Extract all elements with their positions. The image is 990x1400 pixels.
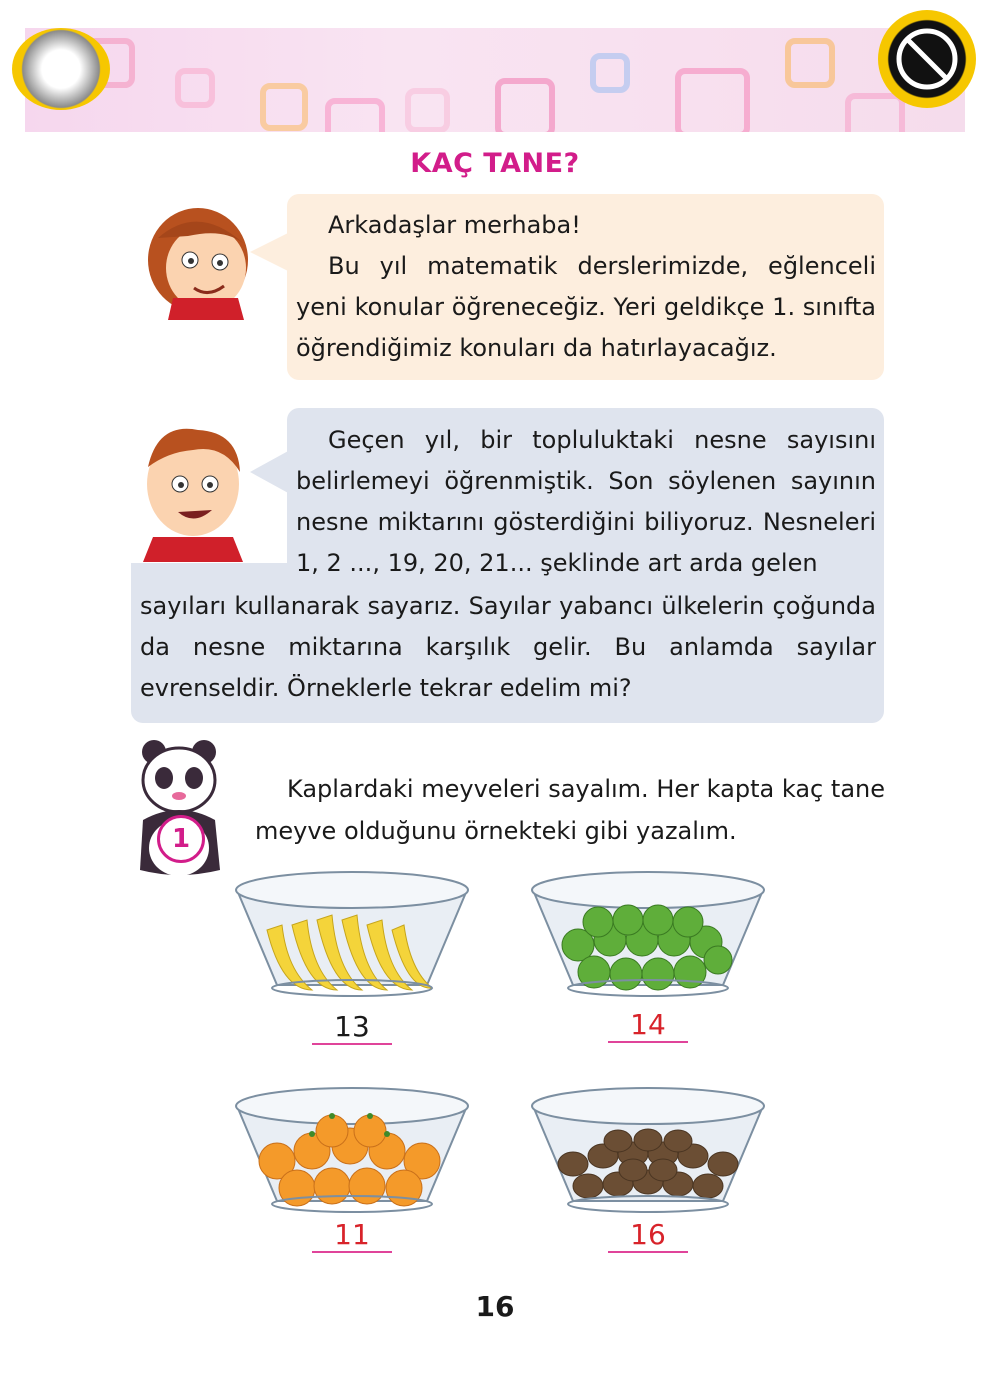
boy-avatar	[138, 422, 248, 562]
answer-apples[interactable]: 14	[608, 1008, 688, 1043]
page-title: KAÇ TANE?	[410, 148, 580, 179]
intro-paragraph-girl	[296, 205, 876, 369]
abbyy-seal-right[interactable]	[878, 10, 976, 108]
task-number: 1	[171, 824, 191, 854]
task-instructions: Kaplardaki meyveleri sayalım. Her kapta kaç tane meyve olduğunu örnekteki gibi yazalım.	[255, 775, 885, 845]
intro-text-girl: Bu yıl matematik derslerimizde, eğlenceli yeni konular öğreneceğiz. Yeri geldikçe 1. sınıfta öğrendiğimiz konuları da hatırlayacağız.	[296, 252, 876, 362]
bowl-oranges	[232, 1086, 472, 1216]
intro-paragraph-boy-part2: sayıları kullanarak sayarız. Sayılar yabancı ülkelerin çoğunda da nesne miktarına karşılık gelir. Bu anlamda sayılar evrenseldir. Örneklerle tekrar edelim mi?	[140, 592, 876, 702]
answer-kiwis[interactable]: 16	[608, 1218, 688, 1253]
bowl-kiwis	[528, 1086, 768, 1216]
task-number-badge	[157, 815, 205, 863]
header-banner	[25, 28, 965, 132]
bowl-apples	[528, 870, 768, 1000]
bubble-tail-1	[250, 232, 290, 272]
girl-avatar	[128, 198, 268, 320]
intro-paragraph-boy-part1: Geçen yıl, bir topluluktaki nesne sayısını belirlemeyi öğrenmiştik. Son söylenen sayının nesne miktarını gösterdiğini biliyoruz. Nesneleri 1, 2 ..., 19, 20, 21... şeklinde art arda gelen	[296, 426, 876, 577]
abbyy-seal-left	[12, 28, 110, 110]
page-number: 16	[475, 1290, 515, 1323]
bubble-tail-2	[250, 450, 290, 494]
answer-bananas[interactable]: 13	[312, 1010, 392, 1045]
no-sign-icon	[878, 10, 976, 108]
intro-greeting: Arkadaşlar merhaba!	[328, 211, 581, 239]
answer-oranges[interactable]: 11	[312, 1218, 392, 1253]
bowl-bananas	[232, 870, 472, 1000]
